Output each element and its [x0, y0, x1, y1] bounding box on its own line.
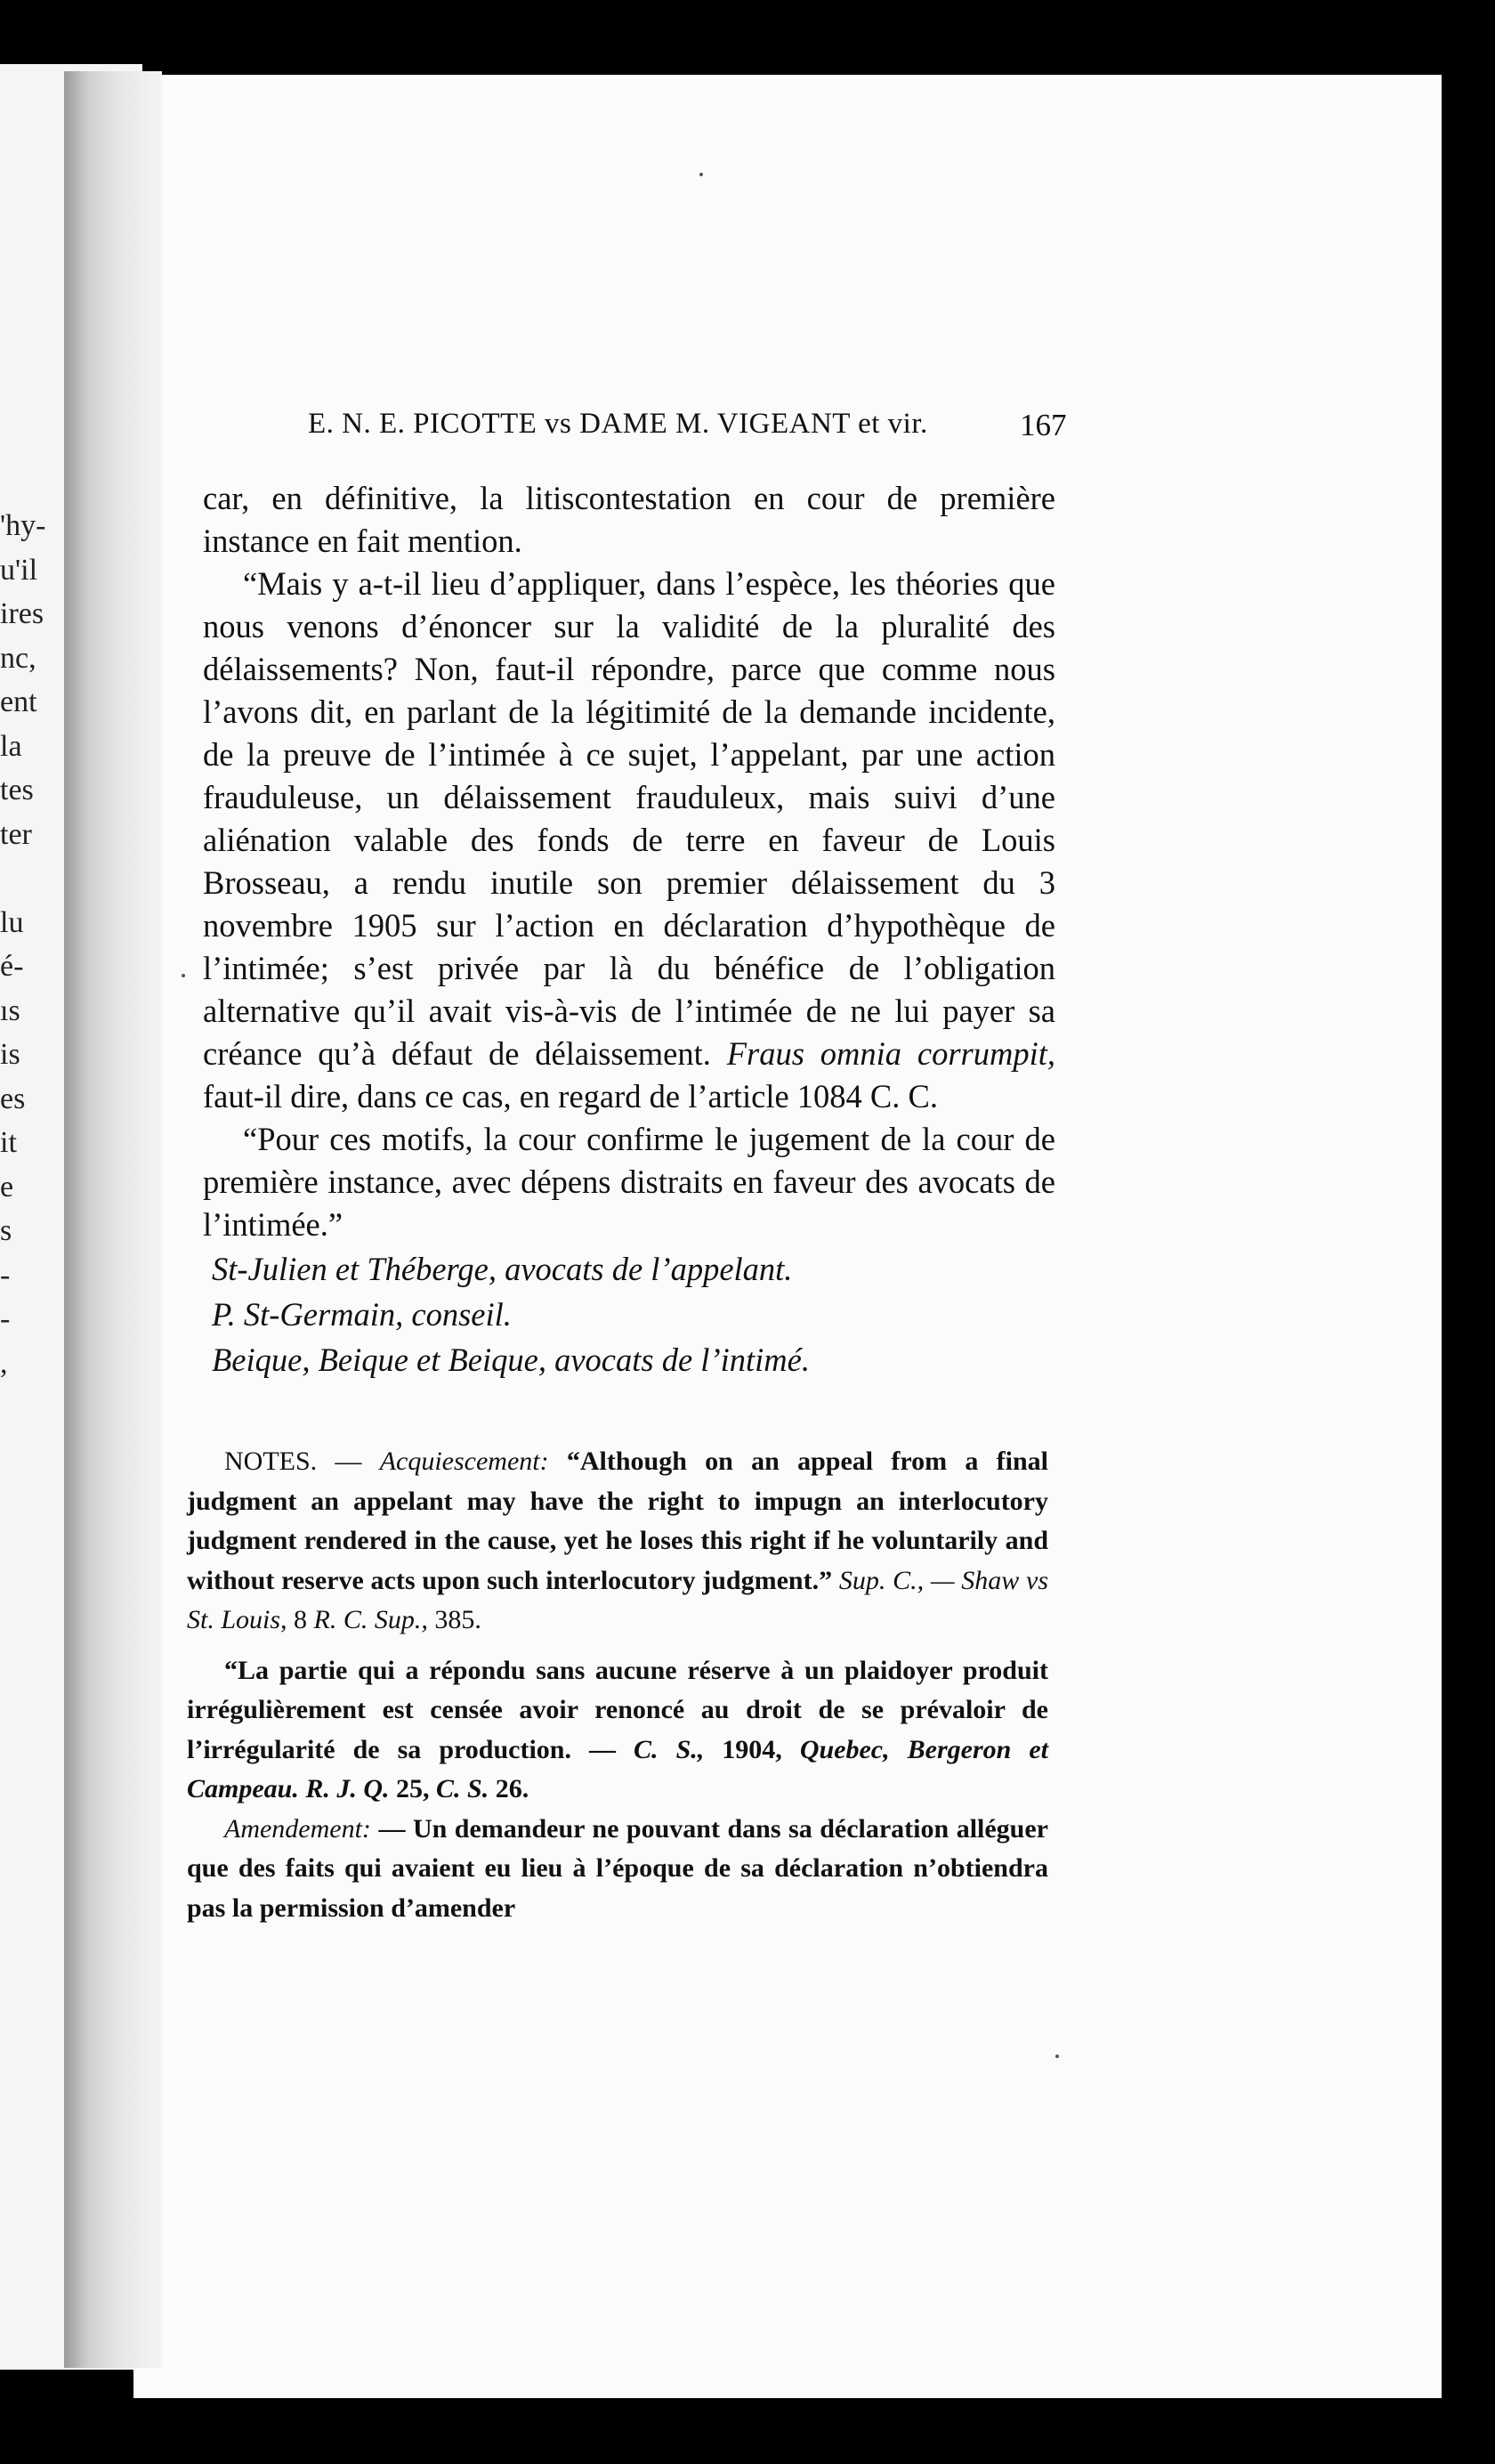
fragment: es: [0, 1082, 26, 1115]
fragment: s: [0, 1214, 12, 1247]
citation: C. S.,: [616, 1734, 705, 1764]
fragment: 'hy-: [0, 509, 46, 542]
fragment: -: [0, 1302, 11, 1335]
fragment: ıs: [0, 993, 20, 1027]
fragment: ter: [0, 817, 32, 851]
citation: 8: [287, 1605, 314, 1634]
fragment: ent: [0, 685, 37, 718]
counsel-line: Beique, Beique et Beique, avocats de l’intimé.: [212, 1341, 810, 1378]
fragment: ires: [0, 597, 44, 630]
fragment: ,: [0, 1346, 8, 1380]
fragment: nc,: [0, 641, 36, 675]
paragraph: “Pour ces motifs, la cour confirme le jugement de la cour de première instance, avec dépens distraits en faveur des avocats de l’intimée.”: [203, 1121, 1055, 1243]
citation: 385.: [427, 1605, 481, 1634]
counsel-line: P. St-Germain, conseil.: [212, 1296, 512, 1333]
header-title: E. N. E. PICOTTE vs DAME M. VIGEANT et vir.: [308, 408, 928, 440]
fragment: é-: [0, 950, 24, 983]
citation: 25,: [389, 1774, 437, 1803]
citation: Sup. C., — Shaw vs St. Louis,: [187, 1565, 1049, 1634]
note-quote: “La partie qui a répondu sans aucune réserve à un plaidoyer produit irrégulièrement est censée avoir renoncé au droit de se prévaloir de l’irrégularité de sa production. —: [187, 1655, 1048, 1764]
speck: [699, 173, 703, 176]
citation: R. C. Sup.,: [313, 1605, 428, 1634]
note-term: Amendement:: [224, 1813, 371, 1844]
fragment: lu: [0, 905, 24, 939]
citation: Quebec, Bergeron et Campeau. R. J. Q.: [187, 1734, 1048, 1803]
citation: 1904,: [704, 1734, 800, 1764]
speck: [182, 974, 185, 977]
note-text: — Un demandeur ne pouvant dans sa déclaration alléguer que des faits qui avaient eu lieu à l’époque de sa déclaration n’obtiendra pas la permission d’amender: [187, 1813, 1048, 1923]
counsel-line: St-Julien et Théberge, avocats de l’appelant.: [212, 1251, 793, 1287]
fragment: is: [0, 1038, 20, 1071]
paragraph: car, en définitive, la litiscontestation en cour de première instance en fait mention.: [203, 480, 1055, 559]
fragment: -: [0, 1258, 11, 1292]
fragment: u'il: [0, 553, 38, 587]
main-text: [203, 477, 1055, 1382]
fragment: e: [0, 1170, 14, 1204]
note-amendement: [187, 1810, 1048, 1929]
notes-section: [187, 1442, 1048, 1928]
fragment: it: [0, 1126, 17, 1159]
fragment: [0, 856, 62, 901]
note-quote-french: [187, 1651, 1048, 1810]
quote-text: “Mais y a-t-il lieu d’appliquer, dans l’espèce, les théories que nous venons d’énoncer sur la validité de la pluralité des délaissements? Non, faut-il répondre, parce que comme nous l’avons dit, en parlant de la légitimité de la demande incidente, de la preuve de l’intimée à ce sujet, l’appelant, par une action frauduleuse, un délaissement frauduleux, mais suivi d’une aliénation valable des fonds de terre en faveur de Louis Brosseau, a rendu inutile son premier délaissement du 3 novembre 1905 sur l’action en déclaration d’hypothèque de l’intimée; s’est privée par là du bénéfice de l’obligation alternative qu’il avait vis-à-vis de l’intimée de ne lui payer sa créance qu’à défaut de délaissement.: [203, 565, 1055, 1072]
notes-label: NOTES. —: [224, 1447, 362, 1476]
fragment: tes: [0, 774, 34, 806]
citation: 26.: [489, 1774, 529, 1803]
paragraph-quote: [203, 563, 1055, 1118]
book-gutter: [64, 71, 162, 2368]
quote-tail: faut-il dire, dans ce cas, en regard de l’article 1084 C. C.: [203, 1078, 938, 1114]
note-term: Acquiescement:: [379, 1447, 549, 1476]
note-acquiescement: [187, 1442, 1048, 1641]
speck: [1055, 2055, 1059, 2058]
fragment: la: [0, 729, 22, 763]
left-page-text-fragments: [0, 504, 62, 1385]
latin-maxim: Fraus omnia corrumpit,: [726, 1035, 1055, 1072]
note-quote: “Although on an appeal from a final judgment an appelant may have the right to impugn an interlocutory judgment rendered in the cause, yet he loses this right if he voluntarily and without reserve acts upon such interlocutory judgment.”: [187, 1447, 1048, 1595]
citation: C. S.: [436, 1774, 489, 1803]
page-number: 167: [1020, 408, 1067, 442]
